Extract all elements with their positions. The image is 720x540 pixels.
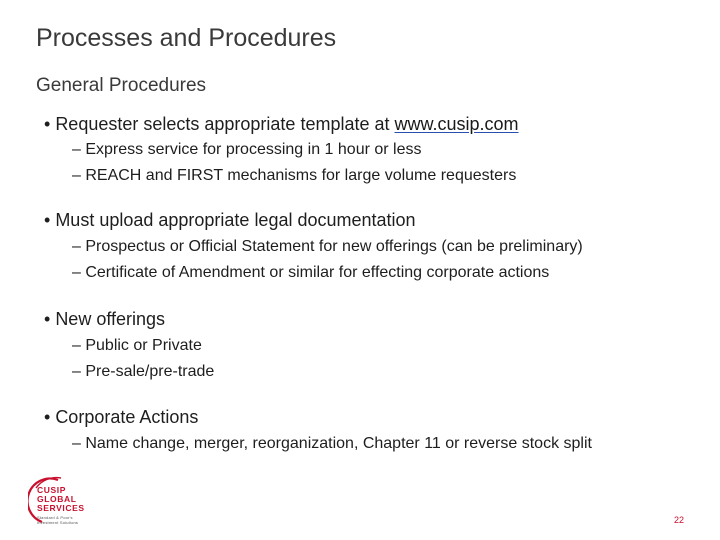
bullet-dot: • [44, 114, 51, 134]
logo-line-services: SERVICES [37, 503, 85, 513]
bullet-text: New offerings [55, 309, 166, 329]
slide-subtitle: General Procedures [36, 75, 207, 96]
logo-wordmark [37, 486, 85, 513]
bullet-dot: • [44, 309, 51, 329]
bullet-text: Must upload appropriate legal documentation [55, 210, 416, 230]
bullet-corporate-actions [44, 407, 198, 428]
logo-line-cusip: CUSIP [37, 485, 66, 495]
bullet-dot: • [44, 407, 51, 427]
logo-line-global: GLOBAL [37, 494, 77, 504]
bullet-legal-documentation [44, 210, 416, 231]
sub-item-prospectus: – Prospectus or Official Statement for new offerings (can be preliminary) [72, 238, 583, 255]
logo-tagline [37, 515, 78, 525]
bullet-text: Requester selects appropriate template at [55, 114, 395, 134]
bullet-dot: • [44, 210, 51, 230]
logo-tagline-1: Standard & Poor's [37, 515, 73, 520]
bullet-text: Corporate Actions [55, 407, 199, 427]
sub-item-presale: – Pre-sale/pre-trade [72, 363, 215, 380]
page-number: 22 [673, 515, 684, 525]
sub-item-certificate: – Certificate of Amendment or similar for effecting corporate actions [72, 264, 550, 281]
bullet-requester [44, 114, 519, 135]
sub-item-reach-first: – REACH and FIRST mechanisms for large volume requesters [72, 167, 517, 184]
sub-item-name-change: – Name change, merger, reorganization, Chapter 11 or reverse stock split [72, 435, 592, 452]
cusip-link[interactable]: www.cusip.com [394, 114, 519, 134]
logo-tagline-2: Investment Solutions [37, 520, 79, 525]
sub-item-public-private: – Public or Private [72, 337, 202, 354]
sub-item-express: – Express service for processing in 1 hour or less [72, 141, 422, 158]
slide-title: Processes and Procedures [36, 24, 337, 52]
bullet-new-offerings [44, 309, 165, 330]
